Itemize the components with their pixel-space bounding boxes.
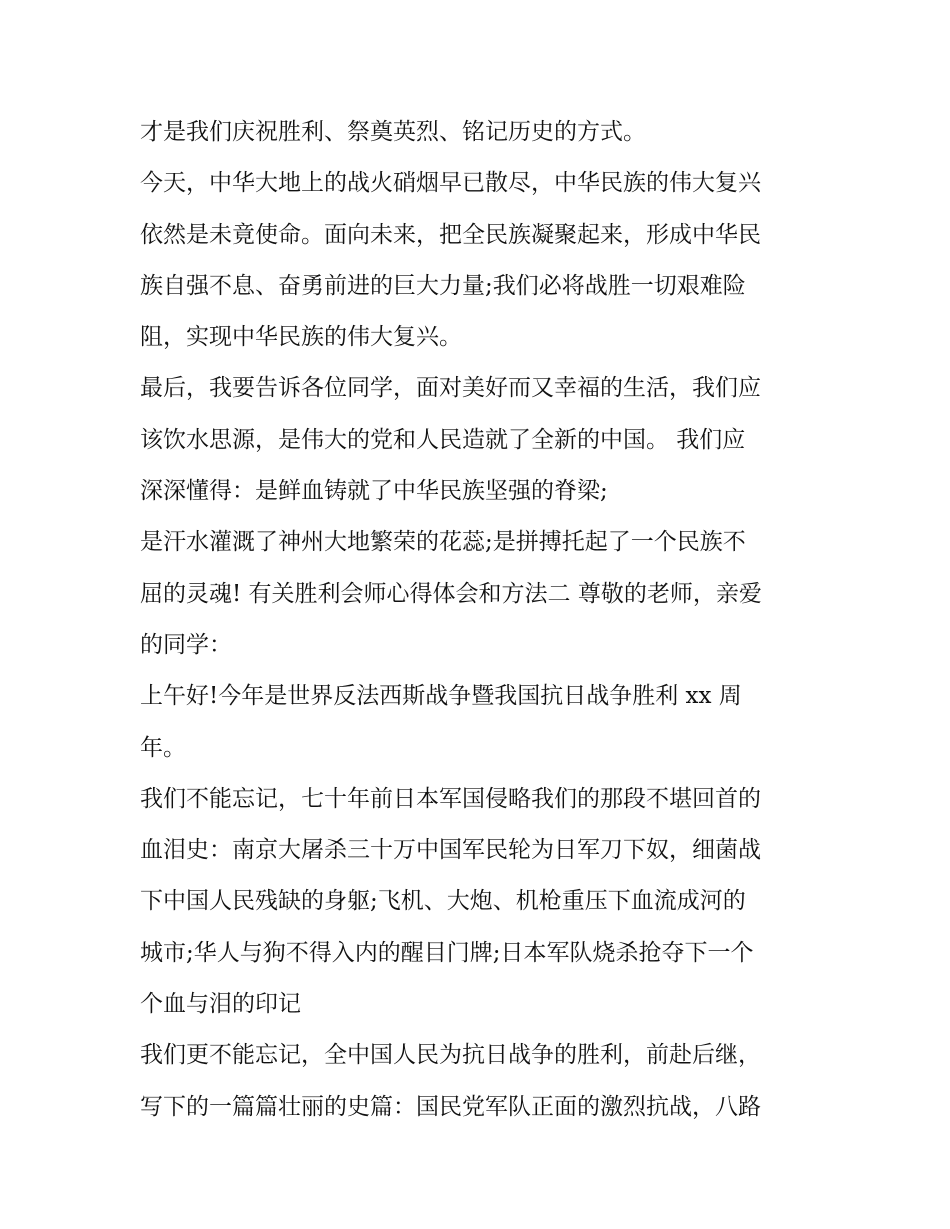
text-line: 该饮水思源，是伟大的党和人民造就了全新的中国。 我们应 [140,426,746,453]
document-body [140,107,820,1133]
text-line: 依然是未竟使命。面向未来，把全民族凝聚起来，形成中华民 [140,221,761,248]
text-line: 阻，实现中华民族的伟大复兴。 [140,324,462,351]
text-line: 写下的一篇篇壮丽的史篇：国民党军队正面的激烈抗战，八路 [140,1093,761,1120]
text-line: 最后，我要告诉各位同学，面对美好而又幸福的生活，我们应 [140,375,761,402]
text-line: 年。 [140,734,186,761]
text-line: 的同学： [140,631,232,658]
text-line: 今天，中华大地上的战火硝烟早已散尽，中华民族的伟大复兴 [140,170,761,197]
text-line: 血泪史：南京大屠杀三十万中国军民轮为日军刀下奴，细菌战 [140,837,761,864]
text-line: 是汗水灌溉了神州大地繁荣的花蕊;是拼搏托起了一个民族不 [140,529,746,556]
text-line: 才是我们庆祝胜利、祭奠英烈、铭记历史的方式。 [140,119,646,145]
text-line: 我们更不能忘记，全中国人民为抗日战争的胜利，前赴后继， [140,1042,761,1069]
text-line: 我们不能忘记，七十年前日本军国侵略我们的那段不堪回首的 [140,785,761,812]
text-line: 个血与泪的印记 [140,991,301,1018]
text-line: 城市;华人与狗不得入内的醒目门牌;日本军队烧杀抢夺下一个 [140,939,754,966]
text-line: 族自强不息、奋勇前进的巨大力量;我们必将战胜一切艰难险 [140,272,746,299]
text-line: 屈的灵魂! 有关胜利会师心得体会和方法二 尊敬的老师，亲爱 [140,580,762,607]
text-line: 上午好!今年是世界反法西斯战争暨我国抗日战争胜利 xx 周 [140,683,742,710]
text-line: 深深懂得：是鲜血铸就了中华民族坚强的脊梁; [140,478,608,505]
text-line: 下中国人民残缺的身躯;飞机、大炮、机枪重压下血流成河的 [140,888,746,915]
